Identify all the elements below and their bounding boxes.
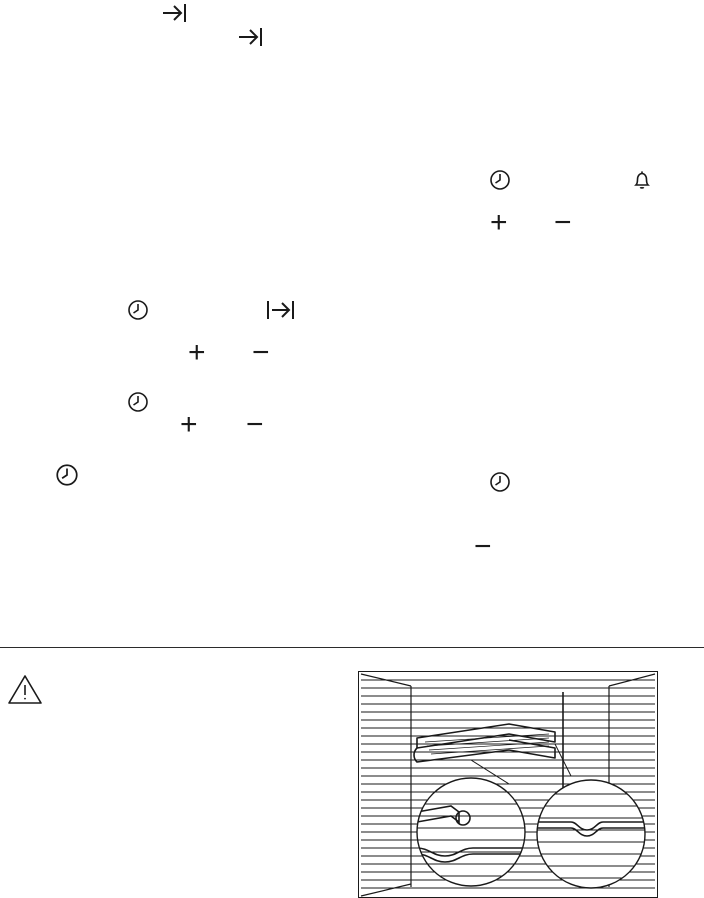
clock-icon-2: [126, 298, 150, 322]
plus-icon-3: +: [180, 408, 198, 441]
minus-icon-2: −: [252, 336, 270, 369]
bell-icon-1: [630, 168, 654, 192]
clock-icon-5: [488, 470, 512, 494]
clock-icon-3: [126, 390, 150, 414]
minus-icon-4: −: [474, 530, 492, 563]
clock-icon-4: [54, 462, 80, 488]
minus-icon-3: −: [246, 408, 264, 441]
bar-arrow-bar-icon-1: [264, 297, 298, 327]
arrow-to-bar-icon-2: [236, 24, 266, 54]
minus-icon-1: −: [554, 206, 572, 239]
oven-shelf-figure: [358, 671, 658, 898]
plus-icon-2: +: [188, 336, 206, 369]
clock-icon-1: [488, 168, 512, 192]
arrow-to-bar-icon-1: [160, 0, 190, 30]
plus-icon-1: +: [490, 206, 508, 239]
section-divider: [0, 647, 704, 648]
warning-triangle-icon: [6, 672, 44, 706]
